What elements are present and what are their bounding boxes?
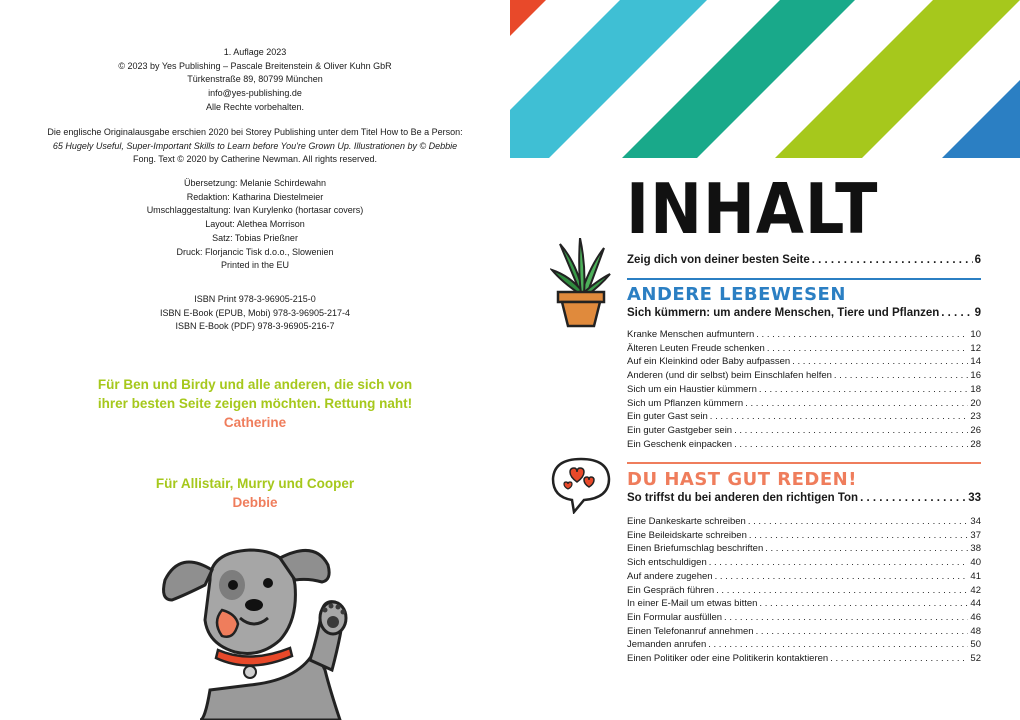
isbn-line: ISBN Print 978-3-96905-215-0 bbox=[194, 294, 316, 304]
toc-entry-page: 33 bbox=[968, 492, 981, 504]
toc-entry-page: 16 bbox=[970, 370, 981, 382]
imprint-publisher bbox=[0, 46, 510, 115]
toc-dot-leader bbox=[748, 515, 969, 529]
dedication-name: Debbie bbox=[232, 495, 278, 510]
toc-entry-page: 41 bbox=[970, 570, 981, 582]
dedication-line: ihrer besten Seite zeigen möchten. Rettung naht! bbox=[97, 396, 413, 411]
toc-entry[interactable] bbox=[627, 490, 981, 506]
toc-entry-page: 28 bbox=[970, 438, 981, 450]
toc-entry[interactable] bbox=[627, 570, 981, 584]
toc-entry-title: Ein guter Gastgeber sein bbox=[627, 424, 733, 436]
toc-entry-page: 20 bbox=[970, 397, 981, 409]
imprint-line: Layout: Alethea Morrison bbox=[205, 219, 305, 230]
toc-entry-page: 37 bbox=[970, 529, 981, 541]
toc-entry-page: 34 bbox=[970, 516, 981, 527]
toc-intro[interactable] bbox=[627, 252, 981, 268]
toc-entry-title: Sich um Pflanzen kümmern bbox=[627, 397, 744, 409]
toc-dot-leader bbox=[745, 397, 968, 411]
toc-entry[interactable] bbox=[627, 652, 981, 666]
toc-entry-title: Kranke Menschen aufmuntern bbox=[627, 329, 755, 340]
toc-entry[interactable] bbox=[627, 515, 981, 529]
toc-entry[interactable] bbox=[627, 410, 981, 424]
toc-entry-title: Auf ein Kleinkind oder Baby aufpassen bbox=[627, 356, 791, 368]
toc-entry[interactable] bbox=[627, 328, 981, 342]
toc-dot-leader bbox=[734, 424, 968, 438]
toc-entry-page: 52 bbox=[970, 653, 981, 665]
toc-entry-page: 38 bbox=[970, 543, 981, 555]
toc-entry-title: Sich um ein Haustier kümmern bbox=[627, 383, 757, 395]
toc-dot-leader bbox=[759, 597, 968, 611]
toc-entry-title: Einen Telefonanruf annehmen bbox=[627, 625, 754, 637]
toc-entry-page: 18 bbox=[970, 383, 981, 395]
imprint-line: info@yes-publishing.de bbox=[208, 88, 302, 99]
imprint-line: Übersetzung: Melanie Schirdewahn bbox=[183, 178, 327, 188]
toc-dot-leader bbox=[716, 584, 968, 598]
potted-plant-icon bbox=[550, 238, 612, 328]
dedication-illustrator bbox=[0, 474, 510, 512]
toc-dot-leader bbox=[767, 342, 969, 356]
imprint-line: 1. Auflage 2023 bbox=[223, 47, 287, 57]
toc-dot-leader bbox=[812, 252, 973, 268]
imprint-original-note bbox=[0, 126, 510, 167]
section-divider bbox=[627, 462, 981, 464]
toc-entry-title: Ein Geschenk einpacken bbox=[627, 438, 733, 450]
toc-entry[interactable] bbox=[627, 625, 981, 639]
toc-entry[interactable] bbox=[627, 424, 981, 438]
toc-entry-title: Anderen (und dir selbst) beim Einschlafen helfen bbox=[627, 370, 832, 382]
toc-dot-leader bbox=[860, 490, 966, 506]
stripe-banner bbox=[510, 0, 1020, 158]
imprint-credits bbox=[0, 177, 510, 273]
toc-dot-leader bbox=[749, 529, 969, 543]
toc-entry-page: 6 bbox=[974, 254, 981, 266]
toc-section-du-hast-gut-reden bbox=[627, 469, 981, 666]
right-page bbox=[510, 0, 1020, 720]
toc-entry-title: Sich entschuldigen bbox=[627, 557, 707, 569]
section-heading: ANDERE LEBEWESEN bbox=[627, 284, 846, 305]
toc-entry-page: 48 bbox=[970, 625, 981, 637]
toc-entry[interactable] bbox=[627, 529, 981, 543]
imprint-line: Satz: Tobias Prießner bbox=[212, 232, 298, 243]
toc-entry-title: Eine Beileidskarte schreiben bbox=[627, 529, 747, 541]
imprint-line: Türkenstraße 89, 80799 München bbox=[187, 74, 323, 85]
imprint-line: Fong. Text © 2020 by Catherine Newman. All rights reserved. bbox=[132, 154, 378, 165]
toc-entry-page: 12 bbox=[970, 342, 981, 354]
toc-entry-title: Einen Politiker oder eine Politikerin kontaktieren bbox=[627, 653, 829, 665]
toc-entry-title: Ein Formular ausfüllen bbox=[627, 611, 723, 623]
toc-entry-page: 46 bbox=[970, 611, 981, 623]
imprint-line: Druck: Florjancic Tisk d.o.o., Slowenien bbox=[176, 246, 334, 257]
toc-entry[interactable] bbox=[627, 342, 981, 356]
toc-entry-title: Ein Gespräch führen bbox=[627, 584, 715, 596]
toc-entry-page: 10 bbox=[970, 329, 981, 340]
dedication-line: Für Allistair, Murry und Cooper bbox=[155, 476, 355, 491]
toc-entry-page: 23 bbox=[970, 411, 981, 423]
toc-entry[interactable] bbox=[627, 638, 981, 652]
dedication-author bbox=[0, 375, 510, 432]
toc-dot-leader bbox=[708, 638, 968, 652]
toc-entry-title: Älteren Leuten Freude schenken bbox=[627, 342, 765, 354]
imprint-line: Alle Rechte vorbehalten. bbox=[205, 101, 305, 112]
imprint-line: Redaktion: Katharina Diestelmeier bbox=[186, 191, 324, 202]
toc-entry-title: In einer E-Mail um etwas bitten bbox=[627, 598, 758, 610]
imprint-isbn bbox=[0, 293, 510, 334]
toc-dot-leader bbox=[709, 556, 969, 570]
isbn-line: ISBN E-Book (EPUB, Mobi) 978-3-96905-217-4 bbox=[159, 307, 351, 318]
section-heading: DU HAST GUT REDEN! bbox=[627, 469, 857, 490]
imprint-line: 65 Hugely Useful, Super-Important Skills to Learn before You're Grown Up. Illustrationen by © Debbie bbox=[52, 140, 458, 151]
toc-dot-leader bbox=[941, 305, 972, 321]
toc-entry-title: Einen Briefumschlag beschriften bbox=[627, 543, 764, 555]
dog-illustration bbox=[150, 540, 370, 720]
toc-dot-leader bbox=[830, 652, 968, 666]
toc-entry-title: Auf andere zugehen bbox=[627, 570, 713, 582]
toc-entry-page: 50 bbox=[970, 639, 981, 651]
speech-bubble-hearts-icon bbox=[550, 456, 612, 514]
toc-entry-title: Zeig dich von deiner besten Seite bbox=[627, 254, 810, 266]
toc-entry-title: Eine Dankeskarte schreiben bbox=[627, 516, 746, 527]
section-divider bbox=[627, 278, 981, 280]
toc-entry-title: Sich kümmern: um andere Menschen, Tiere und Pflanzen bbox=[627, 307, 940, 319]
toc-entry-page: 14 bbox=[970, 356, 981, 368]
toc-dot-leader bbox=[734, 438, 968, 452]
imprint-line: Die englische Originalausgabe erschien 2020 bei Storey Publishing unter dem Titel How to Be a Person: bbox=[47, 127, 463, 137]
toc-entry[interactable] bbox=[627, 397, 981, 411]
toc-entry[interactable] bbox=[627, 355, 981, 369]
imprint-line: © 2023 by Yes Publishing – Pascale Breitenstein & Oliver Kuhn GbR bbox=[118, 60, 392, 71]
toc-entry[interactable] bbox=[627, 556, 981, 570]
toc-title: INHALT bbox=[626, 168, 879, 250]
dedication-line: Für Ben und Birdy und alle anderen, die sich von bbox=[97, 377, 413, 392]
toc-entry-page: 40 bbox=[970, 557, 981, 569]
isbn-line: ISBN E-Book (PDF) 978-3-96905-216-7 bbox=[175, 321, 335, 332]
toc-dot-leader bbox=[710, 410, 969, 424]
toc-entry[interactable] bbox=[627, 597, 981, 611]
toc-entry-page: 42 bbox=[970, 584, 981, 596]
toc-entry[interactable] bbox=[627, 542, 981, 556]
toc-dot-leader bbox=[759, 383, 969, 397]
toc-entry[interactable] bbox=[627, 305, 981, 321]
toc-entry-title: Ein guter Gast sein bbox=[627, 411, 708, 423]
toc-entry[interactable] bbox=[627, 383, 981, 397]
toc-dot-leader bbox=[834, 369, 969, 383]
toc-dot-leader bbox=[756, 328, 968, 342]
toc-entry-page: 9 bbox=[974, 307, 981, 319]
toc-dot-leader bbox=[724, 611, 968, 625]
toc-dot-leader bbox=[715, 570, 969, 584]
toc-entry-title: Jemanden anrufen bbox=[627, 639, 707, 651]
toc-dot-leader bbox=[792, 355, 968, 369]
toc-dot-leader bbox=[765, 542, 968, 556]
toc-dot-leader bbox=[756, 625, 969, 639]
toc-entry-page: 26 bbox=[970, 424, 981, 436]
toc-entry[interactable] bbox=[627, 252, 981, 268]
dedication-name: Catherine bbox=[223, 415, 287, 430]
toc-entry[interactable] bbox=[627, 369, 981, 383]
imprint-line: Umschlaggestaltung: Ivan Kurylenko (hortasar covers) bbox=[146, 205, 364, 216]
toc-section-andere-lebewesen bbox=[627, 284, 981, 451]
toc-entry[interactable] bbox=[627, 438, 981, 452]
toc-entry-page: 44 bbox=[970, 598, 981, 610]
imprint-line: Printed in the EU bbox=[220, 260, 290, 271]
toc-entry[interactable] bbox=[627, 584, 981, 598]
toc-entry[interactable] bbox=[627, 611, 981, 625]
toc-entry-title: So triffst du bei anderen den richtigen Ton bbox=[627, 492, 859, 504]
